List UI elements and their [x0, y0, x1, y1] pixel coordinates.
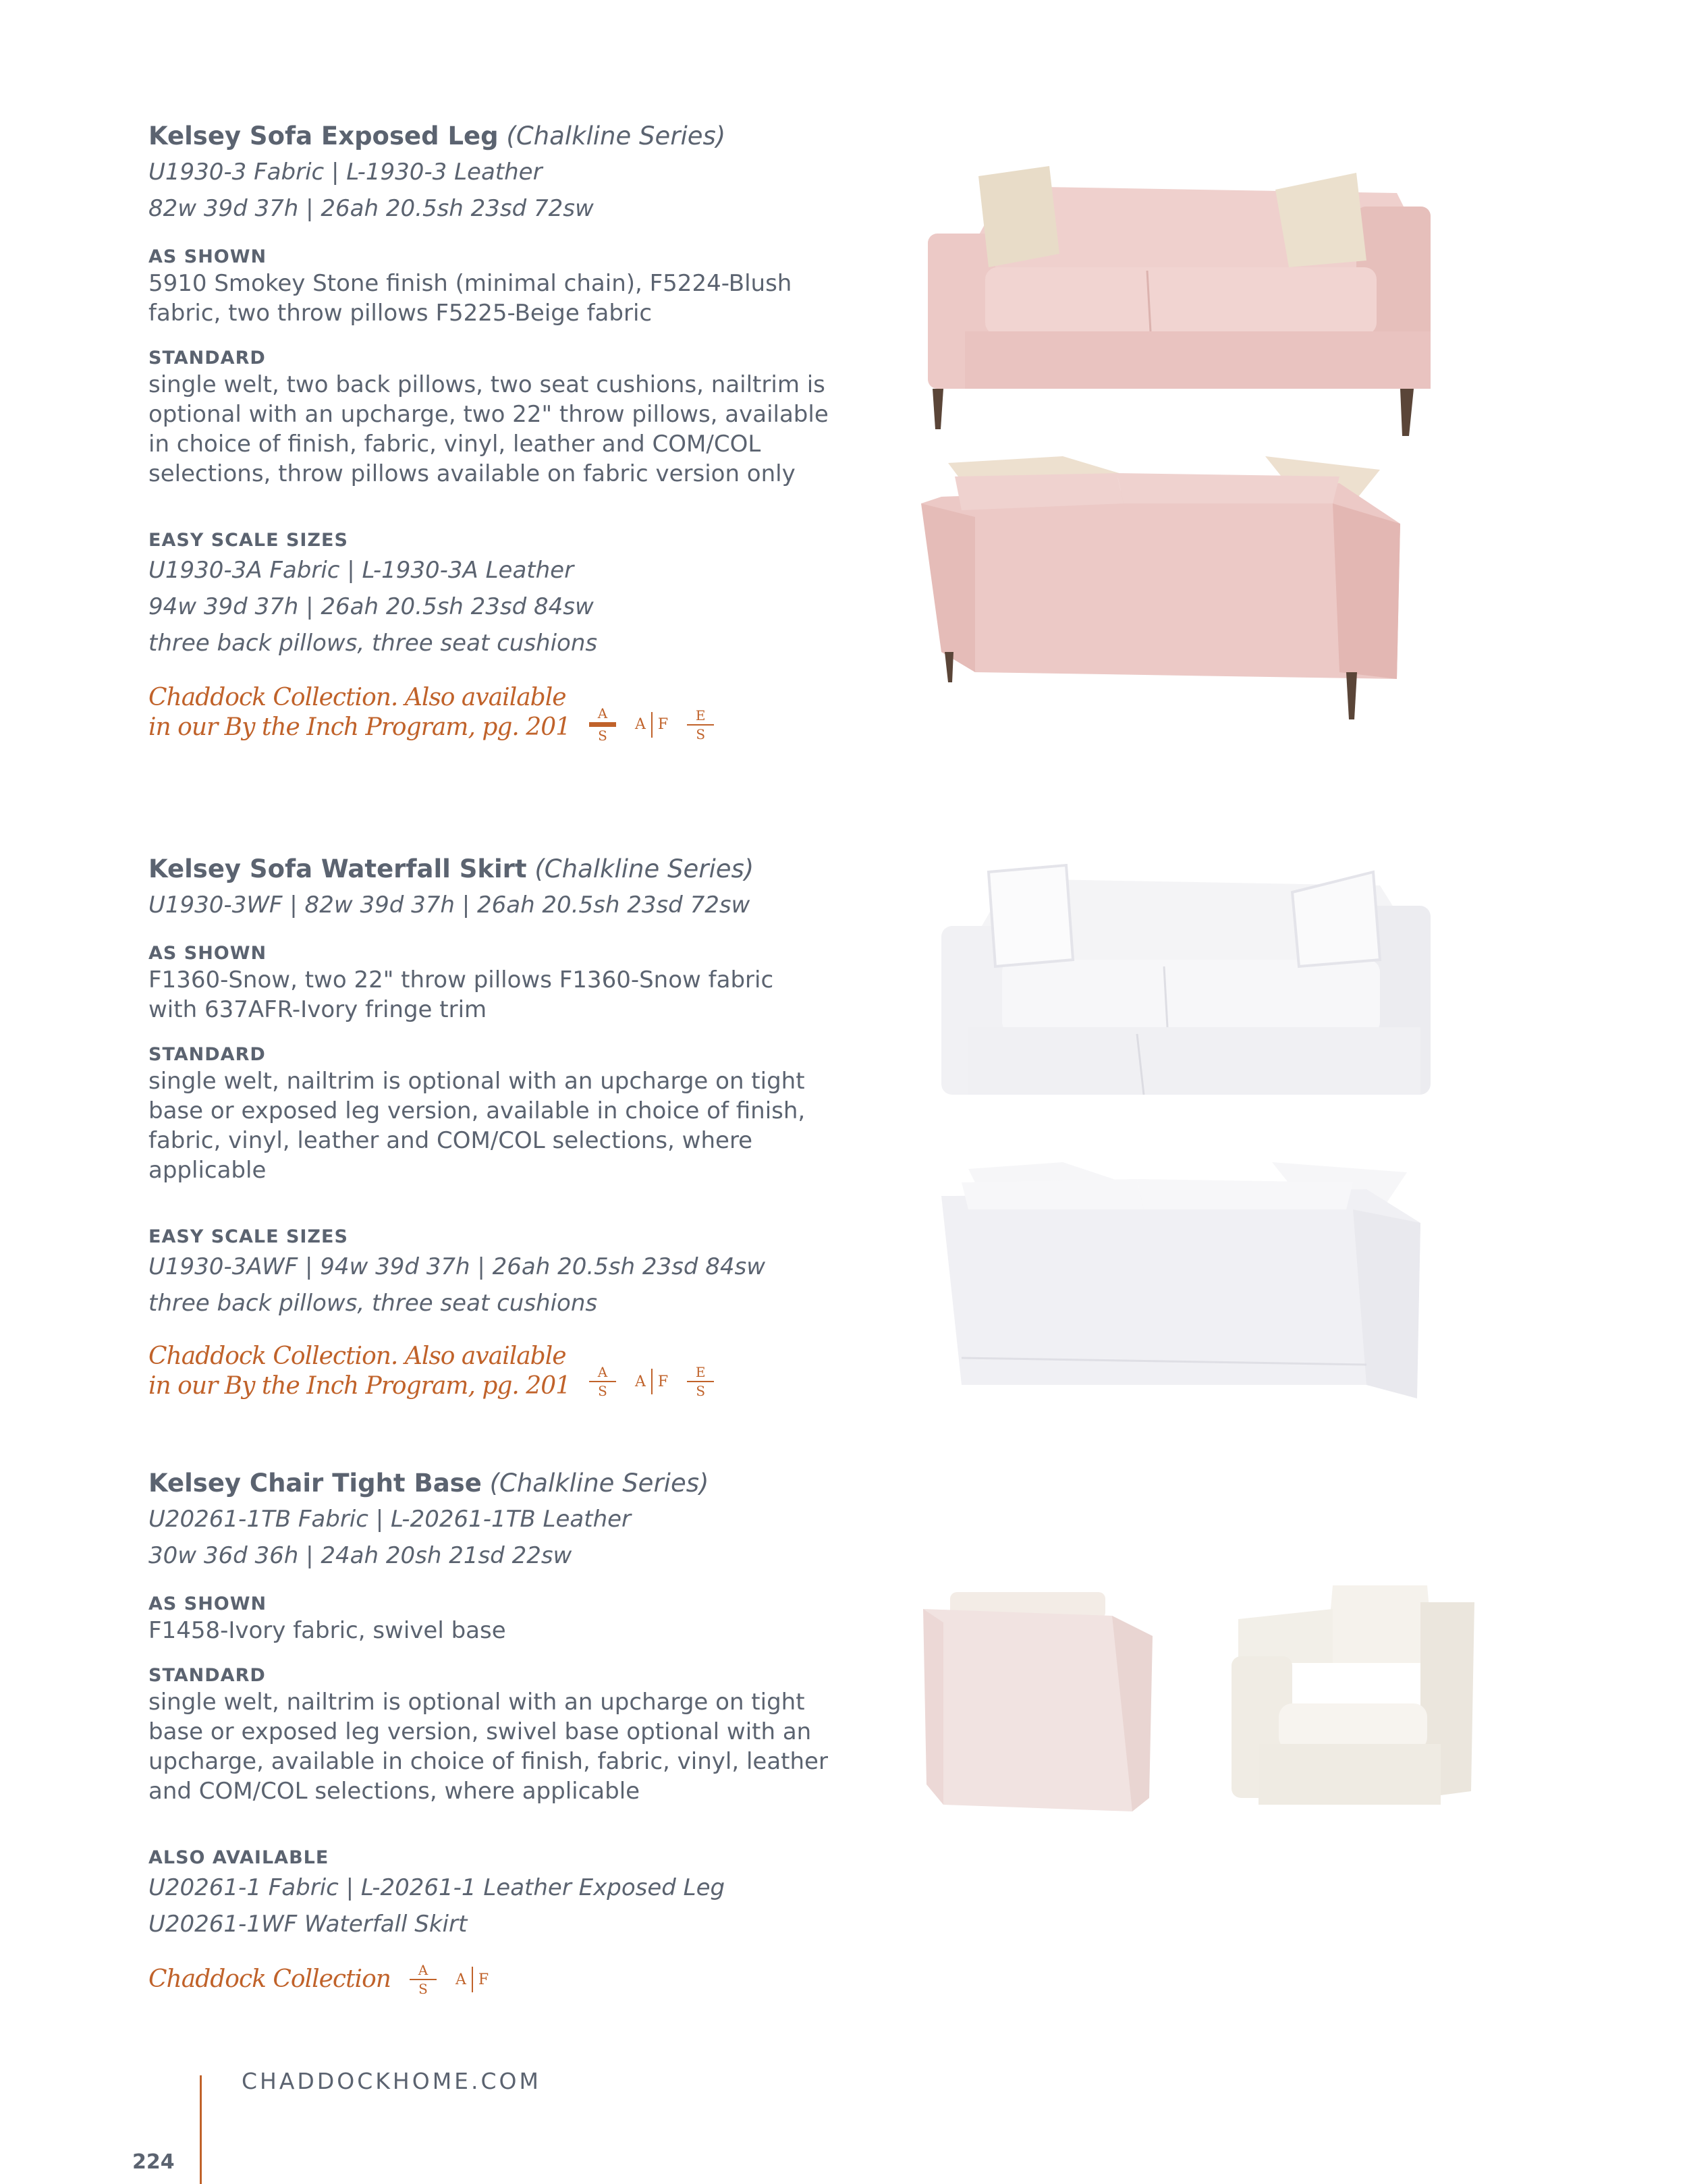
- footer-divider: [200, 2075, 202, 2184]
- also-available-exposed-leg: U20261-1 Fabric | L-20261-1 Leather Exposed Leg: [148, 1874, 725, 1901]
- as-badge-icon: A S: [589, 706, 616, 743]
- as-shown-text: F1458-Ivory fabric, swivel base: [148, 1617, 506, 1644]
- product-title: Kelsey Sofa Waterfall Skirt (Chalkline Series): [148, 854, 754, 883]
- product-kelsey-chair-tight-base: [148, 1466, 864, 1996]
- product-dimensions: 30w 36d 36h | 24ah 20sh 21sd 22sw: [148, 1542, 572, 1569]
- af-badge-icon: A F: [455, 1967, 489, 1992]
- as-badge-icon: $\frac{A}{S}$: [589, 1365, 616, 1398]
- sofa-waterfall-front-image: [941, 858, 1434, 1101]
- sofa-exposed-leg-back-image: [914, 449, 1434, 719]
- standard-text: single welt, nailtrim is optional with an upcharge on tight base or exposed leg version, swivel base optional with an upcharge, available in choice of finish, fabric, vinyl, leather and COM/COL selections, where applicable: [148, 1689, 828, 1805]
- easy-scale-dimensions: 94w 39d 37h | 26ah 20.5sh 23sd 84sw: [148, 593, 594, 620]
- also-available-label: ALSO AVAILABLE: [148, 1847, 329, 1868]
- badges: [589, 706, 714, 743]
- product-spec: U20261-1TB Fabric | L-20261-1TB Leather: [148, 1506, 632, 1533]
- chair-front-image: [1218, 1582, 1478, 1811]
- product-title: Kelsey Sofa Exposed Leg (Chalkline Series): [148, 121, 726, 151]
- product-kelsey-sofa-waterfall-skirt: [148, 852, 864, 1401]
- as-shown-text: 5910 Smokey Stone finish (minimal chain), F5224-Blush fabric, two throw pillows F5225-Beige fabric: [148, 270, 792, 327]
- as-shown-text: F1360-Snow, two 22" throw pillows F1360-Snow fabric with 637AFR-Ivory fringe trim: [148, 966, 774, 1023]
- easy-scale-spec: U1930-3A Fabric | L-1930-3A Leather: [148, 557, 574, 584]
- badges: [410, 1963, 489, 1996]
- es-badge-icon: $\frac{E}{S}$: [687, 1365, 714, 1398]
- product-spec: U1930-3WF | 82w 39d 37h | 26ah 20.5sh 23sd 72sw: [148, 892, 750, 919]
- standard-label: STANDARD: [148, 1665, 266, 1686]
- sofa-waterfall-back-image: [935, 1155, 1434, 1405]
- standard-text: single welt, two back pillows, two seat cushions, nailtrim is optional with an upcharge, two 22" throw pillows, available in choice of finish, fabric, vinyl, leather and COM/COL selections, throw pillows available on fabric version only: [148, 371, 829, 487]
- chair-back-image: [916, 1589, 1186, 1811]
- collection-note-row: [148, 682, 864, 743]
- collection-note: Chaddock Collection. Also available in our By the Inch Program, pg. 201: [148, 1342, 571, 1400]
- footer-website: CHADDOCKHOME.COM: [242, 2068, 541, 2094]
- standard-label: STANDARD: [148, 1044, 266, 1065]
- collection-note-row: [148, 1963, 864, 1996]
- af-badge-icon: A F: [635, 1369, 668, 1394]
- product-spec: U1930-3 Fabric | L-1930-3 Leather: [148, 159, 543, 186]
- easy-scale-label: EASY SCALE SIZES: [148, 1226, 348, 1247]
- page-number: 224: [132, 2150, 175, 2174]
- product-dimensions: 82w 39d 37h | 26ah 20.5sh 23sd 72sw: [148, 195, 594, 222]
- af-badge-icon: A F: [635, 712, 668, 738]
- as-shown-label: AS SHOWN: [148, 246, 267, 267]
- collection-note: Chaddock Collection: [148, 1965, 391, 1993]
- as-shown-label: AS SHOWN: [148, 943, 267, 964]
- easy-scale-spec: U1930-3AWF | 94w 39d 37h | 26ah 20.5sh 23sd 84sw: [148, 1253, 766, 1280]
- standard-text: single welt, nailtrim is optional with an upcharge on tight base or exposed leg version, available in choice of finish, fabric, vinyl, leather and COM/COL selections, where applicable: [148, 1068, 806, 1184]
- standard-label: STANDARD: [148, 348, 266, 368]
- collection-note: Chaddock Collection. Also available in our By the Inch Program, pg. 201: [148, 683, 571, 741]
- product-title: Kelsey Chair Tight Base (Chalkline Series): [148, 1469, 709, 1498]
- also-available-waterfall: U20261-1WF Waterfall Skirt: [148, 1911, 468, 1938]
- as-badge-icon: $\frac{A}{S}$: [410, 1963, 437, 1996]
- sofa-exposed-leg-front-image: [924, 159, 1437, 443]
- es-badge-icon: $\frac{E}{S}$: [687, 708, 714, 742]
- product-kelsey-sofa-exposed-leg: [148, 119, 864, 743]
- collection-note-row: [148, 1342, 864, 1401]
- as-shown-label: AS SHOWN: [148, 1593, 267, 1614]
- easy-scale-label: EASY SCALE SIZES: [148, 530, 348, 551]
- badges: [589, 1365, 714, 1398]
- easy-scale-cushions: three back pillows, three seat cushions: [148, 1290, 598, 1317]
- easy-scale-cushions: three back pillows, three seat cushions: [148, 630, 598, 657]
